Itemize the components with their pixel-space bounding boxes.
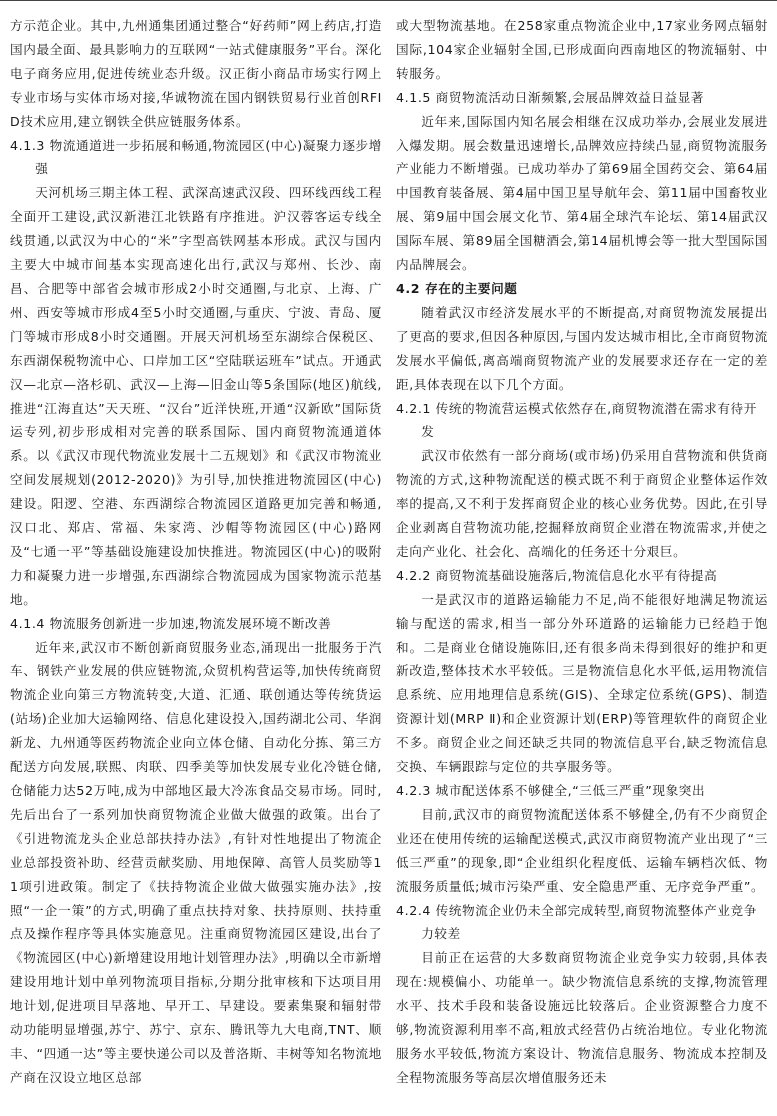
right-column xyxy=(396,14,768,1090)
paragraph-4-2-4: 目前正在运营的大多数商贸物流企业竞争实力较弱,具体表现在:规模偏小、功能单一。缺少物流信息系统的支撑,物流管理水平、技术手段和装备设施远比较落后。企业资源整合力度不够,物流资源利用率不高,粗放式经营仍占统治地位。专业化物流服务水平较低,物流方案设计、物流信息服务、物流成本控制及全程物流服务等高层次增值服务还未 xyxy=(396,950,768,1085)
paragraph-continued: 或大型物流基地。在258家重点物流企业中,17家业务网点辐射国际,104家企业辐射全国,已形成面向西南地区的物流辐射、中转服务。 xyxy=(396,18,768,81)
top-rule xyxy=(0,0,777,1)
heading-4-1-5: 4.1.5 商贸物流活动日渐频繁,会展品牌效益日益显著 xyxy=(396,89,705,105)
paragraph-4-2: 随着武汉市经济发展水平的不断提高,对商贸物流发展提出了更高的要求,但因各种原因,与国内发达城市相比,全市商贸物流发展水平偏低,离高端商贸物流产业的发展要求还存在一定的差距,具体表现在以下几个方面。 xyxy=(396,304,768,392)
paragraph-4-1-3: 天河机场三期主体工程、武深高速武汉段、四环线西线工程全面开工建设,武汉新港江北铁路有序推进。沪汉蓉客运专线全线贯通,以武汉为中心的“米”字型高铁网基本形成。武汉与国内主要大中城市间基本实现高速化出行,武汉与郑州、长沙、南昌、合肥等中部省会城市形成2小时交通圈,与北京、上海、广州、西安等城市形成4至5小时交通圈,与重庆、宁波、青岛、厦门等城市形成8小时交通圈。开展天河机场至东湖综合保税区、东西湖保税物流中心、口岸加工区“空陆联运班车”试点。开通武汉—北京—洛杉矶、武汉—上海—旧金山等5条国际(地区)航线,推进“江海直达”天天班、“汉台”近洋快班,开通“汉新欧”国际货运专列,初步形成相对完善的联系国际、国内商贸物流通道体系。以《武汉市现代物流业发展十二五规划》和《武汉市物流业空间发展规划(2012-2020)》为引导,加快推进物流园区(中心)建设。阳逻、空港、东西湖综合物流园区道路更加完善和畅通,汉口北、郑店、常福、朱家湾、沙帽等物流园区(中心)路网及“七通一平”等基础设施建设加快推进。物流园区(中心)的吸附力和凝聚力进一步增强,东西湖综合物流园成为国家物流示范基地。 xyxy=(10,185,382,607)
heading-4-2: 4.2 存在的主要问题 xyxy=(396,280,518,296)
paragraph-intro: 方示范企业。其中,九州通集团通过整合“好药师”网上药店,打造国内最全面、最具影响力的互联网“一站式健康服务”平台。深化电子商务应用,促进传统业态升级。汉正街小商品市场实行网上专业市场与实体市场对接,华诚物流在国内钢铁贸易行业首创RFID技术应用,建立钢铁全供应链服务体系。 xyxy=(10,18,382,129)
paragraph-4-1-5: 近年来,国际国内知名展会相继在汉成功举办,会展业发展进入爆发期。展会数量迅速增长,品牌效应持续凸显,商贸物流服务产业能力不断增强。已成功举办了第69届全国药交会、第64届中国教育装备展、第4届中国卫星导航年会、第11届中国畜牧业展、第9届中国会展文化节、第4届全球汽车论坛、第14届武汉国际车展、第89届全国糖酒会,第14届机博会等一批大型国际国内品牌展会。 xyxy=(396,113,768,273)
paragraph-4-2-1: 武汉市依然有一部分商场(或市场)仍采用自营物流和供货商物流的方式,这种物流配送的模式既不利于商贸企业整体运作效率的提高,又不利于发挥商贸企业的核心业务优势。因此,在引导企业剥离自营物流功能,挖掘释放商贸企业潜在物流需求,并使之走向产业化、社会化、高端化的任务还十分艰巨。 xyxy=(396,448,768,559)
paragraph-4-1-4: 近年来,武汉市不断创新商贸服务业态,涌现出一批服务于汽车、钢铁产业发展的供应链物流,众贸机构营运等,加快传统商贸物流企业向第三方物流转变,大道、汇通、联创通达等传统货运(站场)企业加大运输网络、信息化建设投入,国药湖北公司、华润新龙、九州通等医药物流企业向立体仓储、自动化分拣、第三方配送方向发展,联熙、肉联、四季美等加快发展专业化冷链仓储,仓储能力达52万吨,成为中部地区最大冷冻食品交易市场。同时,先后出台了一系列加快商贸物流企业做大做强的政策。出台了《引进物流龙头企业总部扶持办法》,有针对性地提出了物流企业总部投资补助、经营贡献奖励、用地保障、高管人员奖励等11项引进政策。制定了《扶持物流企业做大做强实施办法》,按照“一企一策”的方式,明确了重点扶持对象、扶持原则、扶持重点及操作程序等具体实施意见。注重商贸物流园区建设,出台了《物流园区(中心)新增建设用地计划管理办法》,明确以全市新增建设用地计划中单列物流项目指标,分期分批审核和下达项目用地计划,促进项目早落地、早开工、早建设。要素集聚和辐射带动功能明显增强,苏宁、苏宁、京东、腾讯等九大电商,TNT、顺丰、“四通一达”等主要快递公司以及普洛斯、丰树等知名物流地产商在汉设立地区总部 xyxy=(10,639,382,1085)
heading-4-2-1: 4.2.1 传统的物流营运模式依然存在,商贸物流潜在需求有待开发 xyxy=(396,400,757,440)
paragraph-4-2-3: 目前,武汉市的商贸物流配送体系不够健全,仍有不少商贸企业还在使用传统的运输配送模式,武汉市商贸物流产业出现了“三低三严重”的现象,即“企业组织化程度低、运输车辆档次低、物流服务质量低;城市污染严重、安全隐患严重、无序竞争严重”。 xyxy=(396,806,768,894)
paragraph-4-2-2: 一是武汉市的道路运输能力不足,尚不能很好地满足物流运输与配送的需求,相当一部分外环道路的运输能力已经趋于饱和。二是商业仓储设施陈旧,还有很多尚未得到很好的维护和更新改造,整体技术水平较低。三是物流信息化水平低,运用物流信息系统、应用地理信息系统(GIS)、全球定位系统(GPS)、制造资源计划(MRP Ⅱ)和企业资源计划(ERP)等管理软件的商贸企业不多。商贸企业之间还缺乏共同的物流信息平台,缺乏物流信息交换、车辆跟踪与定位的共享服务等。 xyxy=(396,591,768,775)
heading-4-1-3: 4.1.3 物流通道进一步拓展和畅通,物流园区(中心)凝聚力逐步增强 xyxy=(10,137,382,177)
left-column xyxy=(10,14,382,1090)
heading-4-2-2: 4.2.2 商贸物流基础设施落后,物流信息化水平有待提高 xyxy=(396,567,718,583)
heading-4-2-3: 4.2.3 城市配送体系不够健全,“三低三严重”现象突出 xyxy=(396,783,706,798)
heading-4-2-4: 4.2.4 传统物流企业仍未全部完成转型,商贸物流整体产业竞争力较差 xyxy=(396,902,757,942)
heading-4-1-4: 4.1.4 物流服务创新进一步加速,物流发展环境不断改善 xyxy=(10,615,332,631)
